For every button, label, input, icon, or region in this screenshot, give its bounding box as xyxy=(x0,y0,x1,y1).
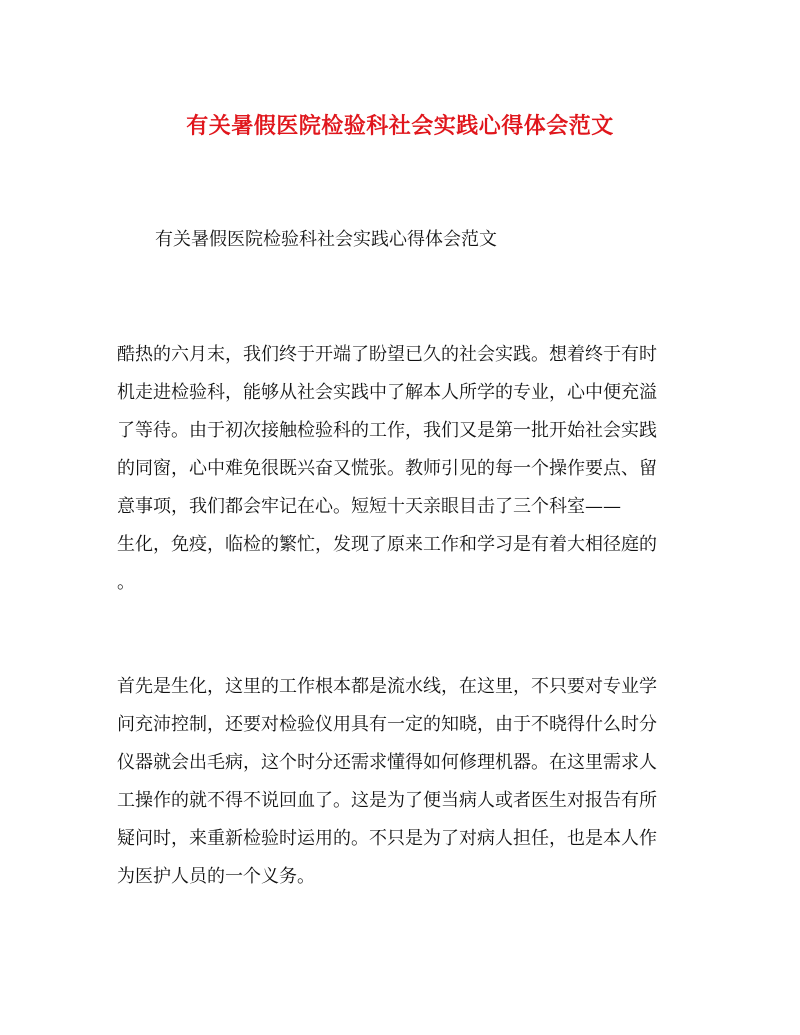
paragraph-line: 工操作的就不得不说回血了。这是为了便当病人或者医生对报告有所 xyxy=(117,790,657,811)
paragraph-line: 疑问时，来重新检验时运用的。不只是为了对病人担任，也是本人作 xyxy=(117,828,657,849)
paragraph-line: 为医护人员的一个义务。 xyxy=(117,866,315,887)
paragraph-line: 仪器就会出毛病，这个时分还需求懂得如何修理机器。在这里需求人 xyxy=(117,752,657,773)
paragraph-line: 机走进检验科，能够从社会实践中了解本人所学的专业，心中便充溢 xyxy=(117,382,657,403)
document-subtitle: 有关暑假医院检验科社会实践心得体会范文 xyxy=(155,229,497,250)
paragraph-line: 意事项，我们都会牢记在心。短短十天亲眼目击了三个科室—— xyxy=(117,496,621,517)
paragraph-line: 首先是生化，这里的工作根本都是流水线，在这里，不只要对专业学 xyxy=(117,676,657,697)
paragraph-line: 。 xyxy=(117,572,135,593)
paragraph-line: 的同窗，心中难免很既兴奋又慌张。教师引见的每一个操作要点、留 xyxy=(117,458,657,479)
document-title: 有关暑假医院检验科社会实践心得体会范文 xyxy=(186,113,614,139)
paragraph-1 xyxy=(117,336,677,602)
paragraph-2 xyxy=(117,668,677,896)
paragraph-line: 生化，免疫，临检的繁忙，发现了原来工作和学习是有着大相径庭的 xyxy=(117,534,657,555)
paragraph-line: 问充沛控制，还要对检验仪用具有一定的知晓，由于不晓得什么时分 xyxy=(117,714,657,735)
paragraph-line: 了等待。由于初次接触检验科的工作，我们又是第一批开始社会实践 xyxy=(117,420,657,441)
paragraph-line: 酷热的六月末，我们终于开端了盼望已久的社会实践。想着终于有时 xyxy=(117,344,657,365)
